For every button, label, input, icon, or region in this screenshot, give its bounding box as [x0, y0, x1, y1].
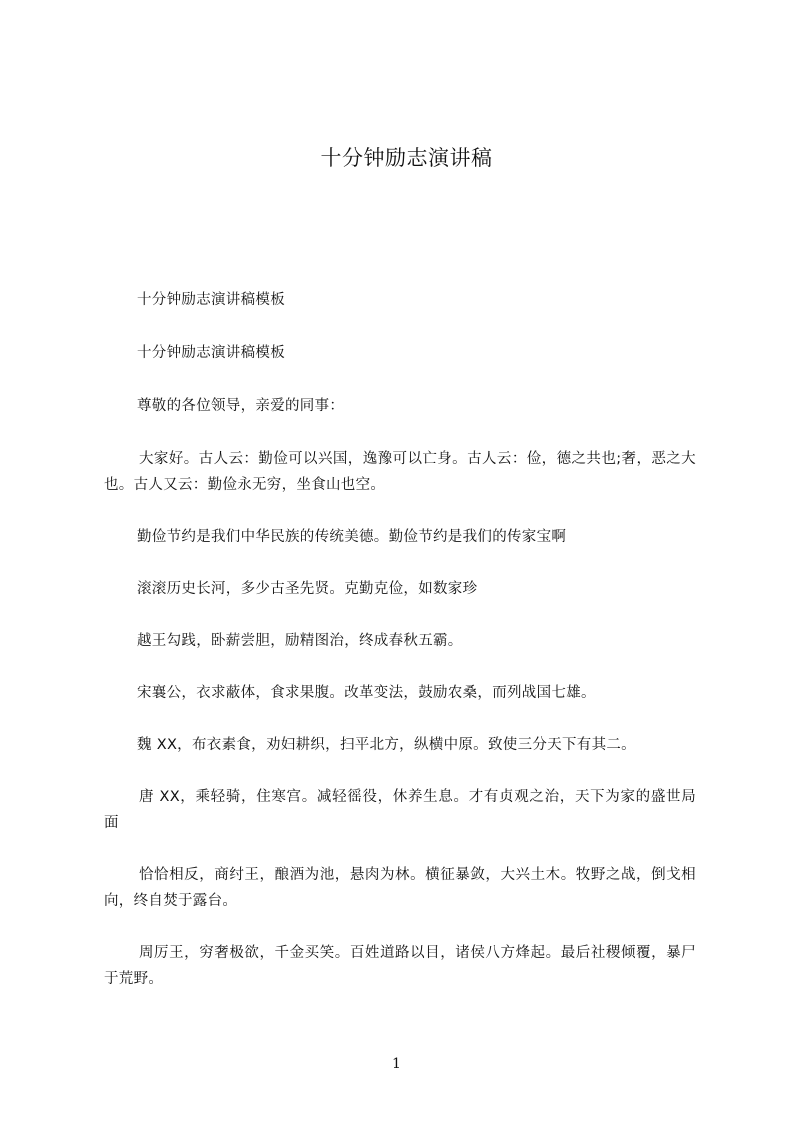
page-number: 1	[392, 1056, 401, 1072]
paragraph-shang: 恰恰相反，商纣王，酿酒为池，悬肉为林。横征暴敛，大兴土木。牧野之战，倒戈相向，终自焚于露台。	[104, 867, 696, 909]
paragraph-template-name-1: 十分钟励志演讲稿模板	[137, 292, 285, 308]
paragraph-tradition: 勤俭节约是我们中华民族的传统美德。勤俭节约是我们的传家宝啊	[137, 529, 567, 545]
paragraph-opening: 大家好。古人云：勤俭可以兴国，逸豫可以亡身。古人云：俭，德之共也;奢，恶之大也。古人又云：勤俭永无穷，坐食山也空。	[104, 451, 696, 493]
paragraph-zhou: 周厉王，穷奢极欲，千金买笑。百姓道路以目，诸侯八方烽起。最后社稷倾覆，暴尸于荒野。	[104, 945, 696, 987]
document-title: 十分钟励志演讲稿	[320, 146, 493, 170]
document-body	[104, 287, 696, 992]
paragraph-goujian: 越王勾践，卧薪尝胆，励精图治，终成春秋五霸。	[137, 633, 463, 649]
paragraph-wei: 魏 XX，布衣素食，劝妇耕织，扫平北方，纵横中原。致使三分天下有其二。	[137, 737, 636, 753]
paragraph-history: 滚滚历史长河，多少古圣先贤。克勤克俭，如数家珍	[137, 581, 478, 597]
paragraph-template-name-2: 十分钟励志演讲稿模板	[137, 345, 285, 361]
paragraph-tang: 唐 XX，乘轻骑，住寒宫。减轻徭役，休养生息。才有贞观之治，天下为家的盛世局面	[104, 789, 696, 831]
paragraph-song: 宋襄公，衣求蔽体，食求果腹。改革变法，鼓励农桑，而列战国七雄。	[137, 685, 596, 701]
paragraph-salutation: 尊敬的各位领导，亲爱的同事：	[137, 398, 345, 414]
